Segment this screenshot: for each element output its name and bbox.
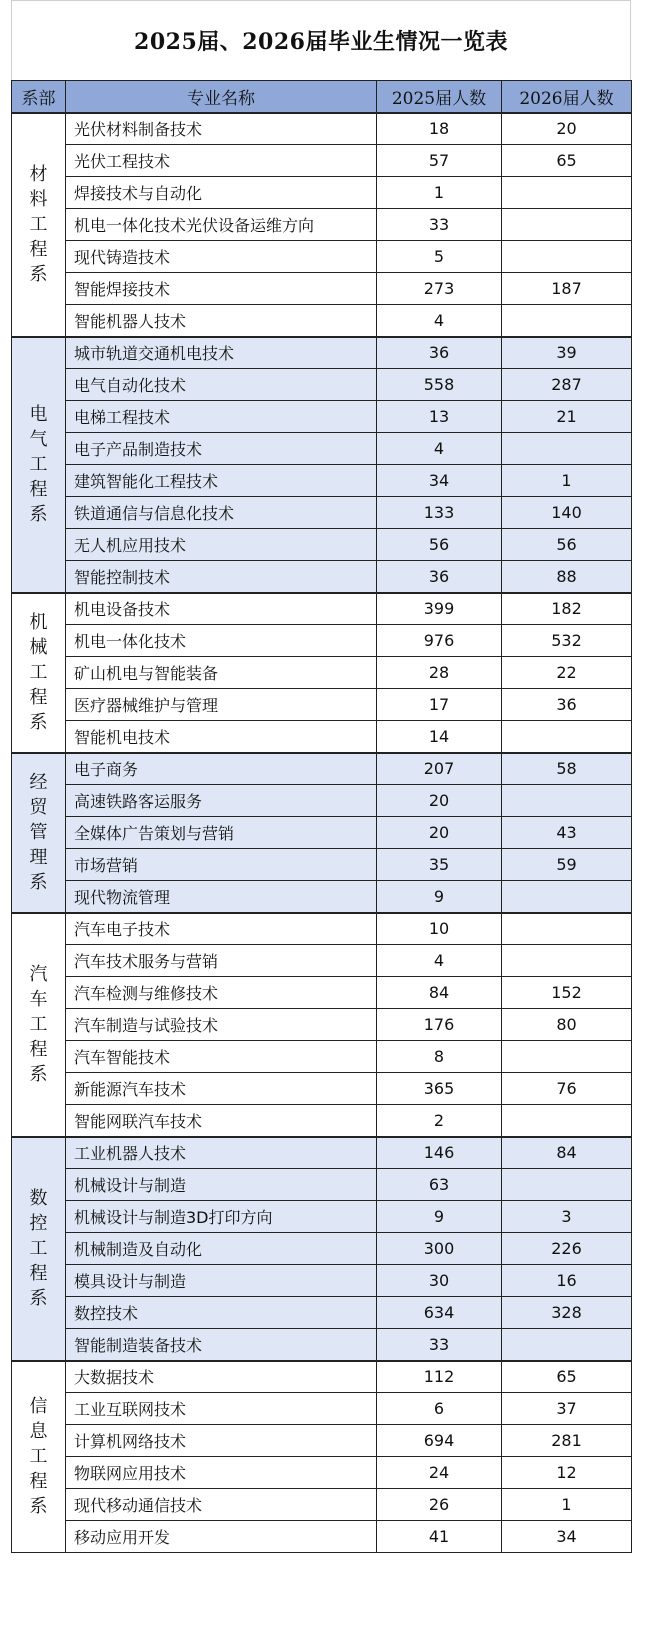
- count-2026-cell: 532: [502, 625, 632, 657]
- major-cell: 现代移动通信技术: [66, 1489, 377, 1521]
- count-2026-cell: 59: [502, 849, 632, 881]
- table-row: [12, 689, 632, 721]
- dept-cell: [12, 1137, 66, 1361]
- table-row: [12, 785, 632, 817]
- count-2025-cell: 4: [377, 945, 502, 977]
- table-row: [12, 849, 632, 881]
- major-cell: 机械制造及自动化: [66, 1233, 377, 1265]
- graduate-table-sheet: [11, 0, 631, 1553]
- count-2026-cell: 39: [502, 337, 632, 369]
- count-2026-cell: 65: [502, 1361, 632, 1393]
- major-cell: 机械设计与制造3D打印方向: [66, 1201, 377, 1233]
- table-row: [12, 561, 632, 593]
- count-2026-cell: [502, 785, 632, 817]
- count-2026-cell: [502, 913, 632, 945]
- count-2025-cell: 8: [377, 1041, 502, 1073]
- table-row: [12, 721, 632, 753]
- count-2025-cell: 36: [377, 337, 502, 369]
- table-row: [12, 209, 632, 241]
- count-2025-cell: 17: [377, 689, 502, 721]
- count-2025-cell: 694: [377, 1425, 502, 1457]
- dept-group: [12, 593, 632, 753]
- dept-group: [12, 113, 632, 337]
- page-title: 2025届、2026届毕业生情况一览表: [134, 29, 508, 55]
- count-2026-cell: 84: [502, 1137, 632, 1169]
- table-row: [12, 305, 632, 337]
- table-row: [12, 1297, 632, 1329]
- table-row: [12, 1265, 632, 1297]
- count-2025-cell: 20: [377, 785, 502, 817]
- count-2025-cell: 24: [377, 1457, 502, 1489]
- count-2026-cell: 56: [502, 529, 632, 561]
- major-cell: 全媒体广告策划与营销: [66, 817, 377, 849]
- major-cell: 铁道通信与信息化技术: [66, 497, 377, 529]
- count-2026-cell: [502, 945, 632, 977]
- table-row: [12, 1073, 632, 1105]
- count-2025-cell: 36: [377, 561, 502, 593]
- count-2026-cell: 182: [502, 593, 632, 625]
- count-2026-cell: [502, 305, 632, 337]
- count-2026-cell: [502, 1105, 632, 1137]
- table-row: [12, 401, 632, 433]
- major-cell: 智能机器人技术: [66, 305, 377, 337]
- count-2025-cell: 28: [377, 657, 502, 689]
- dept-name: 汽车工程系: [29, 964, 48, 1085]
- count-2025-cell: 33: [377, 1329, 502, 1361]
- count-2025-cell: 13: [377, 401, 502, 433]
- count-2025-cell: 14: [377, 721, 502, 753]
- table-row: [12, 177, 632, 209]
- count-2026-cell: 34: [502, 1521, 632, 1553]
- count-2026-cell: 140: [502, 497, 632, 529]
- major-cell: 市场营销: [66, 849, 377, 881]
- count-2025-cell: 5: [377, 241, 502, 273]
- dept-group: [12, 1361, 632, 1553]
- major-cell: 光伏工程技术: [66, 145, 377, 177]
- count-2025-cell: 4: [377, 433, 502, 465]
- table-row: [12, 945, 632, 977]
- dept-group: [12, 913, 632, 1137]
- major-cell: 高速铁路客运服务: [66, 785, 377, 817]
- dept-name: 机械工程系: [29, 612, 48, 733]
- count-2025-cell: 9: [377, 881, 502, 913]
- count-2026-cell: 80: [502, 1009, 632, 1041]
- count-2025-cell: 35: [377, 849, 502, 881]
- major-cell: 智能机电技术: [66, 721, 377, 753]
- table-row: [12, 1521, 632, 1553]
- count-2025-cell: 133: [377, 497, 502, 529]
- count-2026-cell: 1: [502, 1489, 632, 1521]
- dept-group: [12, 753, 632, 913]
- major-cell: 工业互联网技术: [66, 1393, 377, 1425]
- count-2025-cell: 56: [377, 529, 502, 561]
- count-2026-cell: 22: [502, 657, 632, 689]
- major-cell: 矿山机电与智能装备: [66, 657, 377, 689]
- header-row: [12, 81, 632, 113]
- table-row: [12, 273, 632, 305]
- major-cell: 物联网应用技术: [66, 1457, 377, 1489]
- dept-cell: [12, 753, 66, 913]
- count-2026-cell: 16: [502, 1265, 632, 1297]
- count-2025-cell: 9: [377, 1201, 502, 1233]
- major-cell: 电子产品制造技术: [66, 433, 377, 465]
- table-row: [12, 145, 632, 177]
- table-row: [12, 593, 632, 625]
- table-row: [12, 1105, 632, 1137]
- count-2026-cell: 287: [502, 369, 632, 401]
- major-cell: 汽车智能技术: [66, 1041, 377, 1073]
- dept-group: [12, 1137, 632, 1361]
- count-2026-cell: 3: [502, 1201, 632, 1233]
- major-cell: 机电一体化技术光伏设备运维方向: [66, 209, 377, 241]
- major-cell: 机电设备技术: [66, 593, 377, 625]
- table-row: [12, 1137, 632, 1169]
- major-cell: 无人机应用技术: [66, 529, 377, 561]
- count-2025-cell: 634: [377, 1297, 502, 1329]
- major-cell: 智能控制技术: [66, 561, 377, 593]
- table-row: [12, 1457, 632, 1489]
- count-2026-cell: 43: [502, 817, 632, 849]
- table-row: [12, 497, 632, 529]
- major-cell: 焊接技术与自动化: [66, 177, 377, 209]
- dept-group: [12, 337, 632, 593]
- count-2025-cell: 399: [377, 593, 502, 625]
- count-2025-cell: 6: [377, 1393, 502, 1425]
- dept-cell: [12, 1361, 66, 1553]
- table-header: [12, 81, 632, 113]
- table-row: [12, 529, 632, 561]
- major-cell: 现代物流管理: [66, 881, 377, 913]
- count-2026-cell: 187: [502, 273, 632, 305]
- table-row: [12, 913, 632, 945]
- count-2026-cell: 281: [502, 1425, 632, 1457]
- count-2026-cell: [502, 241, 632, 273]
- table-row: [12, 881, 632, 913]
- dept-cell: [12, 337, 66, 593]
- table-row: [12, 433, 632, 465]
- count-2025-cell: 33: [377, 209, 502, 241]
- count-2026-cell: [502, 881, 632, 913]
- count-2025-cell: 146: [377, 1137, 502, 1169]
- count-2025-cell: 558: [377, 369, 502, 401]
- count-2025-cell: 176: [377, 1009, 502, 1041]
- count-2026-cell: 88: [502, 561, 632, 593]
- count-2025-cell: 34: [377, 465, 502, 497]
- count-2025-cell: 365: [377, 1073, 502, 1105]
- table-row: [12, 1361, 632, 1393]
- count-2026-cell: 37: [502, 1393, 632, 1425]
- major-cell: 模具设计与制造: [66, 1265, 377, 1297]
- major-cell: 汽车技术服务与营销: [66, 945, 377, 977]
- dept-cell: [12, 593, 66, 753]
- count-2025-cell: 57: [377, 145, 502, 177]
- major-cell: 现代铸造技术: [66, 241, 377, 273]
- title-box: [11, 0, 631, 80]
- count-2025-cell: 26: [377, 1489, 502, 1521]
- graduate-table: [11, 80, 632, 1553]
- count-2025-cell: 273: [377, 273, 502, 305]
- count-2025-cell: 300: [377, 1233, 502, 1265]
- table-row: [12, 753, 632, 785]
- table-row: [12, 657, 632, 689]
- major-cell: 汽车检测与维修技术: [66, 977, 377, 1009]
- count-2026-cell: 328: [502, 1297, 632, 1329]
- major-cell: 移动应用开发: [66, 1521, 377, 1553]
- count-2026-cell: [502, 721, 632, 753]
- table-row: [12, 1169, 632, 1201]
- major-cell: 电气自动化技术: [66, 369, 377, 401]
- dept-name: 材料工程系: [29, 164, 48, 285]
- count-2026-cell: [502, 433, 632, 465]
- major-cell: 数控技术: [66, 1297, 377, 1329]
- count-2025-cell: 84: [377, 977, 502, 1009]
- major-cell: 机械设计与制造: [66, 1169, 377, 1201]
- count-2026-cell: [502, 1169, 632, 1201]
- major-cell: 电梯工程技术: [66, 401, 377, 433]
- table-row: [12, 1233, 632, 1265]
- major-cell: 汽车电子技术: [66, 913, 377, 945]
- table-row: [12, 1393, 632, 1425]
- count-2025-cell: 207: [377, 753, 502, 785]
- count-2025-cell: 30: [377, 1265, 502, 1297]
- major-cell: 工业机器人技术: [66, 1137, 377, 1169]
- count-2026-cell: 76: [502, 1073, 632, 1105]
- header-major: 专业名称: [66, 81, 377, 113]
- count-2025-cell: 4: [377, 305, 502, 337]
- dept-name: 经贸管理系: [29, 772, 48, 893]
- dept-cell: [12, 113, 66, 337]
- major-cell: 智能网联汽车技术: [66, 1105, 377, 1137]
- major-cell: 大数据技术: [66, 1361, 377, 1393]
- major-cell: 智能制造装备技术: [66, 1329, 377, 1361]
- table-row: [12, 113, 632, 145]
- dept-name: 数控工程系: [29, 1188, 48, 1309]
- count-2025-cell: 10: [377, 913, 502, 945]
- dept-name: 电气工程系: [29, 404, 48, 525]
- table-row: [12, 1489, 632, 1521]
- table-row: [12, 1201, 632, 1233]
- count-2026-cell: 65: [502, 145, 632, 177]
- count-2026-cell: [502, 1329, 632, 1361]
- major-cell: 机电一体化技术: [66, 625, 377, 657]
- count-2025-cell: 976: [377, 625, 502, 657]
- table-row: [12, 1041, 632, 1073]
- major-cell: 智能焊接技术: [66, 273, 377, 305]
- major-cell: 汽车制造与试验技术: [66, 1009, 377, 1041]
- major-cell: 医疗器械维护与管理: [66, 689, 377, 721]
- count-2025-cell: 63: [377, 1169, 502, 1201]
- table-row: [12, 1009, 632, 1041]
- count-2026-cell: 36: [502, 689, 632, 721]
- table-row: [12, 1425, 632, 1457]
- table-row: [12, 817, 632, 849]
- header-2026-count: 2026届人数: [502, 81, 632, 113]
- major-cell: 电子商务: [66, 753, 377, 785]
- count-2026-cell: 20: [502, 113, 632, 145]
- count-2026-cell: [502, 209, 632, 241]
- table-row: [12, 241, 632, 273]
- table-row: [12, 977, 632, 1009]
- table-row: [12, 625, 632, 657]
- major-cell: 城市轨道交通机电技术: [66, 337, 377, 369]
- count-2026-cell: 152: [502, 977, 632, 1009]
- table-row: [12, 337, 632, 369]
- major-cell: 光伏材料制备技术: [66, 113, 377, 145]
- count-2025-cell: 1: [377, 177, 502, 209]
- major-cell: 计算机网络技术: [66, 1425, 377, 1457]
- major-cell: 新能源汽车技术: [66, 1073, 377, 1105]
- table-row: [12, 369, 632, 401]
- count-2026-cell: 58: [502, 753, 632, 785]
- count-2026-cell: 1: [502, 465, 632, 497]
- table-row: [12, 465, 632, 497]
- count-2026-cell: 21: [502, 401, 632, 433]
- dept-cell: [12, 913, 66, 1137]
- count-2025-cell: 20: [377, 817, 502, 849]
- count-2026-cell: 12: [502, 1457, 632, 1489]
- header-2025-count: 2025届人数: [377, 81, 502, 113]
- dept-name: 信息工程系: [29, 1396, 48, 1518]
- count-2026-cell: 226: [502, 1233, 632, 1265]
- count-2026-cell: [502, 1041, 632, 1073]
- count-2025-cell: 41: [377, 1521, 502, 1553]
- count-2025-cell: 2: [377, 1105, 502, 1137]
- table-row: [12, 1329, 632, 1361]
- count-2026-cell: [502, 177, 632, 209]
- major-cell: 建筑智能化工程技术: [66, 465, 377, 497]
- count-2025-cell: 18: [377, 113, 502, 145]
- header-dept: 系部: [12, 81, 66, 113]
- count-2025-cell: 112: [377, 1361, 502, 1393]
